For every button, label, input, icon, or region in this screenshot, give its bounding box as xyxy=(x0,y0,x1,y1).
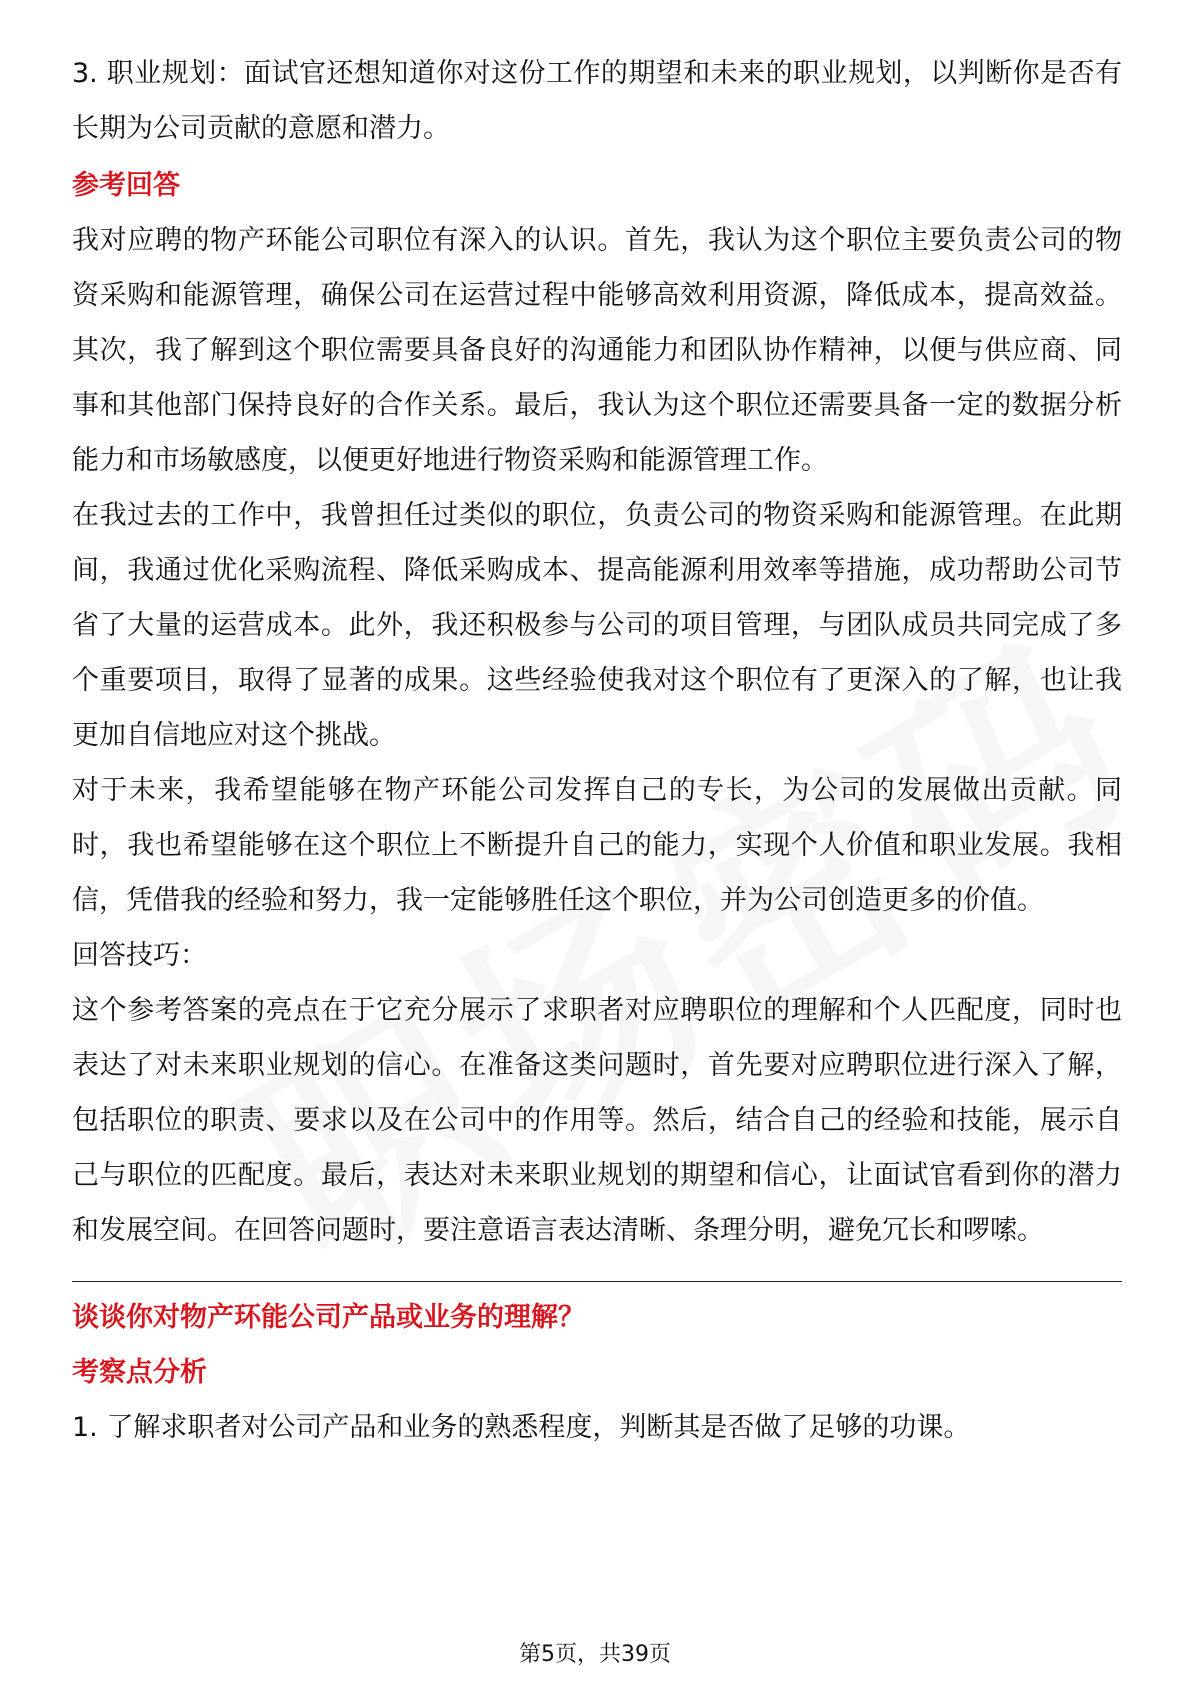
analysis-item-1: 1. 了解求职者对公司产品和业务的熟悉程度，判断其是否做了足够的功课。 xyxy=(72,1412,971,1443)
page-number-footer: 第5页，共39页 xyxy=(519,1642,671,1667)
document-page xyxy=(72,46,1122,1455)
analysis-heading: 考察点分析 xyxy=(72,1357,207,1388)
section-divider xyxy=(72,1281,1122,1282)
reference-answer-heading: 参考回答 xyxy=(72,170,180,201)
intro-item-3: 3. 职业规划：面试官还想知道你对这份工作的期望和未来的职业规划，以判断你是否有长期为公司贡献的意愿和潜力。 xyxy=(72,58,1122,144)
next-question-title: 谈谈你对物产环能公司产品或业务的理解？ xyxy=(72,1302,585,1333)
answer-paragraph-3: 对于未来，我希望能够在物产环能公司发挥自己的专长，为公司的发展做出贡献。同时，我也希望能够在这个职位上不断提升自己的能力，实现个人价值和职业发展。我相信，凭借我的经验和努力，我一定能够胜任这个职位，并为公司创造更多的价值。 xyxy=(72,775,1122,916)
tips-paragraph: 这个参考答案的亮点在于它充分展示了求职者对应聘职位的理解和个人匹配度，同时也表达了对未来职业规划的信心。在准备这类问题时，首先要对应聘职位进行深入了解，包括职位的职责、要求以及在公司中的作用等。然后，结合自己的经验和技能，展示自己与职位的匹配度。最后，表达对未来职业规划的期望和信心，让面试官看到你的潜力和发展空间。在回答问题时，要注意语言表达清晰、条理分明，避免冗长和啰嗦。 xyxy=(72,995,1122,1246)
answer-paragraph-2: 在我过去的工作中，我曾担任过类似的职位，负责公司的物资采购和能源管理。在此期间，我通过优化采购流程、降低采购成本、提高能源利用效率等措施，成功帮助公司节省了大量的运营成本。此外，我还积极参与公司的项目管理，与团队成员共同完成了多个重要项目，取得了显著的成果。这些经验使我对这个职位有了更深入的了解，也让我更加自信地应对这个挑战。 xyxy=(72,500,1122,751)
tips-label: 回答技巧： xyxy=(72,940,207,971)
answer-paragraph-1: 我对应聘的物产环能公司职位有深入的认识。首先，我认为这个职位主要负责公司的物资采购和能源管理，确保公司在运营过程中能够高效利用资源，降低成本，提高效益。其次，我了解到这个职位需要具备良好的沟通能力和团队协作精神，以便与供应商、同事和其他部门保持良好的合作关系。最后，我认为这个职位还需要具备一定的数据分析能力和市场敏感度，以便更好地进行物资采购和能源管理工作。 xyxy=(72,225,1122,476)
